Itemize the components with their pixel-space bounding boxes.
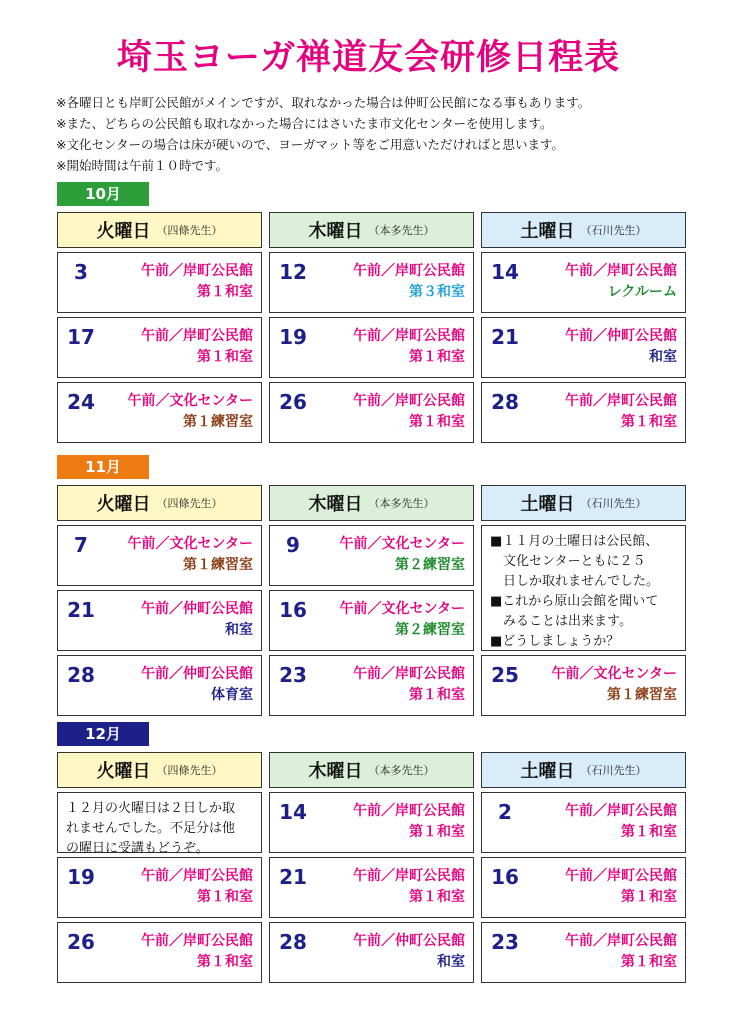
weekday-label: 土曜日 bbox=[520, 221, 575, 242]
place-room: 第１和室 bbox=[197, 954, 253, 970]
note-line: ※各曜日とも岸町公民館がメインですが、取れなかった場合は仲町公民館になる事もあります。 bbox=[56, 95, 591, 110]
weekday-label: 火曜日 bbox=[96, 221, 151, 242]
entry-date: 25 bbox=[491, 663, 519, 687]
place-time-venue: 午前／仲町公民館 bbox=[141, 601, 253, 617]
place-room: 第１和室 bbox=[621, 414, 677, 430]
schedule-entry bbox=[481, 382, 686, 443]
place-room: 体育室 bbox=[211, 687, 253, 703]
entry-place bbox=[128, 391, 253, 433]
entry-date: 12 bbox=[279, 260, 307, 284]
place-time-venue: 午前／岸町公民館 bbox=[141, 933, 253, 949]
note-line: ※文化センターの場合は床が硬いので、ヨーガマット等をご用意いただければと思います。 bbox=[56, 137, 564, 152]
column-header bbox=[481, 485, 686, 521]
place-room: 和室 bbox=[649, 349, 677, 365]
teacher-label: （本多先生） bbox=[368, 764, 435, 777]
schedule-entry bbox=[57, 317, 262, 378]
place-room: 第２練習室 bbox=[395, 557, 465, 573]
teacher-label: （四條先生） bbox=[156, 764, 223, 777]
entry-date: 14 bbox=[491, 260, 519, 284]
place-time-venue: 午前／仲町公民館 bbox=[353, 933, 465, 949]
place-room: 第１和室 bbox=[621, 954, 677, 970]
entry-place bbox=[565, 326, 677, 368]
teacher-label: （四條先生） bbox=[156, 497, 223, 510]
entry-date: 14 bbox=[279, 800, 307, 824]
place-time-venue: 午前／岸町公民館 bbox=[565, 933, 677, 949]
schedule-entry bbox=[481, 252, 686, 313]
entry-place bbox=[353, 801, 465, 843]
entry-place bbox=[141, 866, 253, 908]
place-time-venue: 午前／岸町公民館 bbox=[141, 328, 253, 344]
schedule-entry bbox=[481, 792, 686, 853]
schedule-entry bbox=[57, 655, 262, 716]
day-column bbox=[269, 752, 474, 983]
note-line: ※開始時間は午前１０時です。 bbox=[56, 158, 228, 173]
place-room: 和室 bbox=[225, 622, 253, 638]
place-time-venue: 午前／岸町公民館 bbox=[565, 803, 677, 819]
entry-date: 16 bbox=[279, 598, 307, 622]
entry-date: 16 bbox=[491, 865, 519, 889]
place-time-venue: 午前／岸町公民館 bbox=[565, 393, 677, 409]
schedule-entry bbox=[269, 590, 474, 651]
schedule-note bbox=[57, 792, 262, 856]
entry-place bbox=[141, 261, 253, 303]
teacher-label: （本多先生） bbox=[368, 497, 435, 510]
entry-place bbox=[552, 664, 677, 706]
schedule-note-line: れませんでした。不足分は他 bbox=[66, 821, 236, 836]
schedule-entry bbox=[269, 655, 474, 716]
column-header bbox=[57, 752, 262, 788]
weekday-label: 木曜日 bbox=[308, 221, 363, 242]
column-header bbox=[269, 212, 474, 248]
schedule-note-line: １２月の火曜日は２日しか取 bbox=[66, 801, 236, 816]
entry-date: 19 bbox=[279, 325, 307, 349]
schedule-entry bbox=[481, 317, 686, 378]
schedule-entry bbox=[269, 252, 474, 313]
schedule-note-line: ■これから原山会館を聞いて bbox=[490, 594, 659, 609]
schedule-entry bbox=[269, 382, 474, 443]
entry-place bbox=[141, 326, 253, 368]
teacher-label: （四條先生） bbox=[156, 224, 223, 237]
day-column bbox=[269, 485, 474, 716]
place-room: 第３和室 bbox=[409, 284, 465, 300]
entry-date: 21 bbox=[491, 325, 519, 349]
schedule-note-line: 日しか取れませんでした。 bbox=[490, 574, 660, 589]
schedule-entry bbox=[57, 857, 262, 918]
schedule-entry bbox=[57, 252, 262, 313]
note-line: ※また、どちらの公民館も取れなかった場合にはさいたま市文化センターを使用します。 bbox=[56, 116, 553, 131]
schedule-note bbox=[481, 525, 686, 651]
month-label: 12月 bbox=[57, 722, 149, 746]
schedule-entry bbox=[269, 317, 474, 378]
schedule-entry bbox=[57, 382, 262, 443]
day-column bbox=[481, 752, 686, 983]
column-header bbox=[481, 752, 686, 788]
entry-date: 19 bbox=[67, 865, 95, 889]
teacher-label: （石川先生） bbox=[580, 764, 647, 777]
schedule-note-line: ■どうしましょうか？ bbox=[490, 634, 620, 649]
column-header bbox=[57, 485, 262, 521]
day-column bbox=[481, 485, 686, 716]
place-time-venue: 午前／文化センター bbox=[339, 536, 465, 552]
weekday-label: 土曜日 bbox=[520, 761, 575, 782]
place-room: 第１和室 bbox=[621, 824, 677, 840]
schedule-entry bbox=[481, 655, 686, 716]
column-header bbox=[57, 212, 262, 248]
column-header bbox=[481, 212, 686, 248]
entry-date: 28 bbox=[279, 930, 307, 954]
place-time-venue: 午前／岸町公民館 bbox=[565, 263, 677, 279]
column-header bbox=[269, 752, 474, 788]
entry-place bbox=[141, 931, 253, 973]
teacher-label: （本多先生） bbox=[368, 224, 435, 237]
entry-date: 23 bbox=[279, 663, 307, 687]
schedule-note-line: ■１１月の土曜日は公民館、 bbox=[490, 534, 659, 549]
teacher-label: （石川先生） bbox=[580, 497, 647, 510]
entry-place bbox=[141, 664, 253, 706]
schedule-note-line: みることは出来ます。 bbox=[490, 614, 632, 629]
month-label: 11月 bbox=[57, 455, 149, 479]
place-time-venue: 午前／岸町公民館 bbox=[353, 868, 465, 884]
place-room: 第１和室 bbox=[621, 889, 677, 905]
entry-date: 2 bbox=[498, 800, 512, 824]
place-room: 第１和室 bbox=[409, 687, 465, 703]
entry-place bbox=[340, 534, 465, 576]
page-title: 埼玉ヨーガ禅道友会研修日程表 bbox=[116, 38, 621, 78]
day-column bbox=[269, 212, 474, 443]
weekday-label: 火曜日 bbox=[96, 761, 151, 782]
entry-place bbox=[353, 326, 465, 368]
place-time-venue: 午前／文化センター bbox=[551, 666, 677, 682]
weekday-label: 火曜日 bbox=[96, 494, 151, 515]
place-room: 第１練習室 bbox=[183, 557, 253, 573]
place-room: 第１和室 bbox=[409, 414, 465, 430]
schedule-entry bbox=[57, 525, 262, 586]
schedule-entry bbox=[57, 590, 262, 651]
entry-place bbox=[565, 261, 677, 303]
place-time-venue: 午前／仲町公民館 bbox=[565, 328, 677, 344]
place-room: 第１練習室 bbox=[183, 414, 253, 430]
place-room: 第１和室 bbox=[197, 889, 253, 905]
schedule-note-line: の曜日に受講もどうぞ。 bbox=[66, 841, 209, 856]
place-time-venue: 午前／岸町公民館 bbox=[353, 263, 465, 279]
place-room: 第２練習室 bbox=[395, 622, 465, 638]
schedule-entry bbox=[57, 922, 262, 983]
day-column bbox=[57, 485, 262, 716]
place-room: レクルーム bbox=[607, 284, 677, 300]
notes bbox=[56, 92, 706, 176]
place-room: 和室 bbox=[437, 954, 465, 970]
place-time-venue: 午前／岸町公民館 bbox=[353, 393, 465, 409]
schedule-entry bbox=[481, 922, 686, 983]
day-column bbox=[57, 752, 262, 983]
place-room: 第１和室 bbox=[409, 824, 465, 840]
entry-date: 24 bbox=[67, 390, 95, 414]
day-column bbox=[57, 212, 262, 443]
schedule-entry bbox=[269, 792, 474, 853]
entry-place bbox=[353, 931, 465, 973]
place-time-venue: 午前／文化センター bbox=[127, 393, 253, 409]
weekday-label: 土曜日 bbox=[520, 494, 575, 515]
entry-place bbox=[565, 391, 677, 433]
entry-date: 21 bbox=[279, 865, 307, 889]
entry-place bbox=[565, 931, 677, 973]
weekday-label: 木曜日 bbox=[308, 761, 363, 782]
entry-place bbox=[128, 534, 253, 576]
schedule-entry bbox=[269, 857, 474, 918]
place-time-venue: 午前／文化センター bbox=[339, 601, 465, 617]
entry-place bbox=[141, 599, 253, 641]
place-time-venue: 午前／岸町公民館 bbox=[353, 328, 465, 344]
teacher-label: （石川先生） bbox=[580, 224, 647, 237]
entry-place bbox=[340, 599, 465, 641]
entry-date: 21 bbox=[67, 598, 95, 622]
entry-date: 9 bbox=[286, 533, 300, 557]
schedule-entry bbox=[269, 525, 474, 586]
place-time-venue: 午前／仲町公民館 bbox=[141, 666, 253, 682]
day-column bbox=[481, 212, 686, 443]
place-room: 第１和室 bbox=[197, 349, 253, 365]
entry-date: 28 bbox=[491, 390, 519, 414]
schedule-entry bbox=[481, 857, 686, 918]
place-room: 第１和室 bbox=[409, 889, 465, 905]
place-time-venue: 午前／岸町公民館 bbox=[353, 803, 465, 819]
schedule-note-line: 文化センターともに２５ bbox=[490, 554, 646, 569]
entry-date: 26 bbox=[67, 930, 95, 954]
entry-date: 7 bbox=[74, 533, 88, 557]
place-time-venue: 午前／岸町公民館 bbox=[141, 263, 253, 279]
place-room: 第１練習室 bbox=[607, 687, 677, 703]
month-label: 10月 bbox=[57, 182, 149, 206]
place-time-venue: 午前／文化センター bbox=[127, 536, 253, 552]
place-time-venue: 午前／岸町公民館 bbox=[141, 868, 253, 884]
entry-date: 17 bbox=[67, 325, 95, 349]
entry-place bbox=[353, 866, 465, 908]
entry-date: 26 bbox=[279, 390, 307, 414]
weekday-label: 木曜日 bbox=[308, 494, 363, 515]
entry-place bbox=[353, 261, 465, 303]
entry-date: 28 bbox=[67, 663, 95, 687]
place-room: 第１和室 bbox=[197, 284, 253, 300]
column-header bbox=[269, 485, 474, 521]
entry-date: 3 bbox=[74, 260, 88, 284]
place-room: 第１和室 bbox=[409, 349, 465, 365]
entry-place bbox=[565, 866, 677, 908]
entry-date: 23 bbox=[491, 930, 519, 954]
entry-place bbox=[353, 391, 465, 433]
schedule-entry bbox=[269, 922, 474, 983]
entry-place bbox=[353, 664, 465, 706]
place-time-venue: 午前／岸町公民館 bbox=[353, 666, 465, 682]
place-time-venue: 午前／岸町公民館 bbox=[565, 868, 677, 884]
entry-place bbox=[565, 801, 677, 843]
